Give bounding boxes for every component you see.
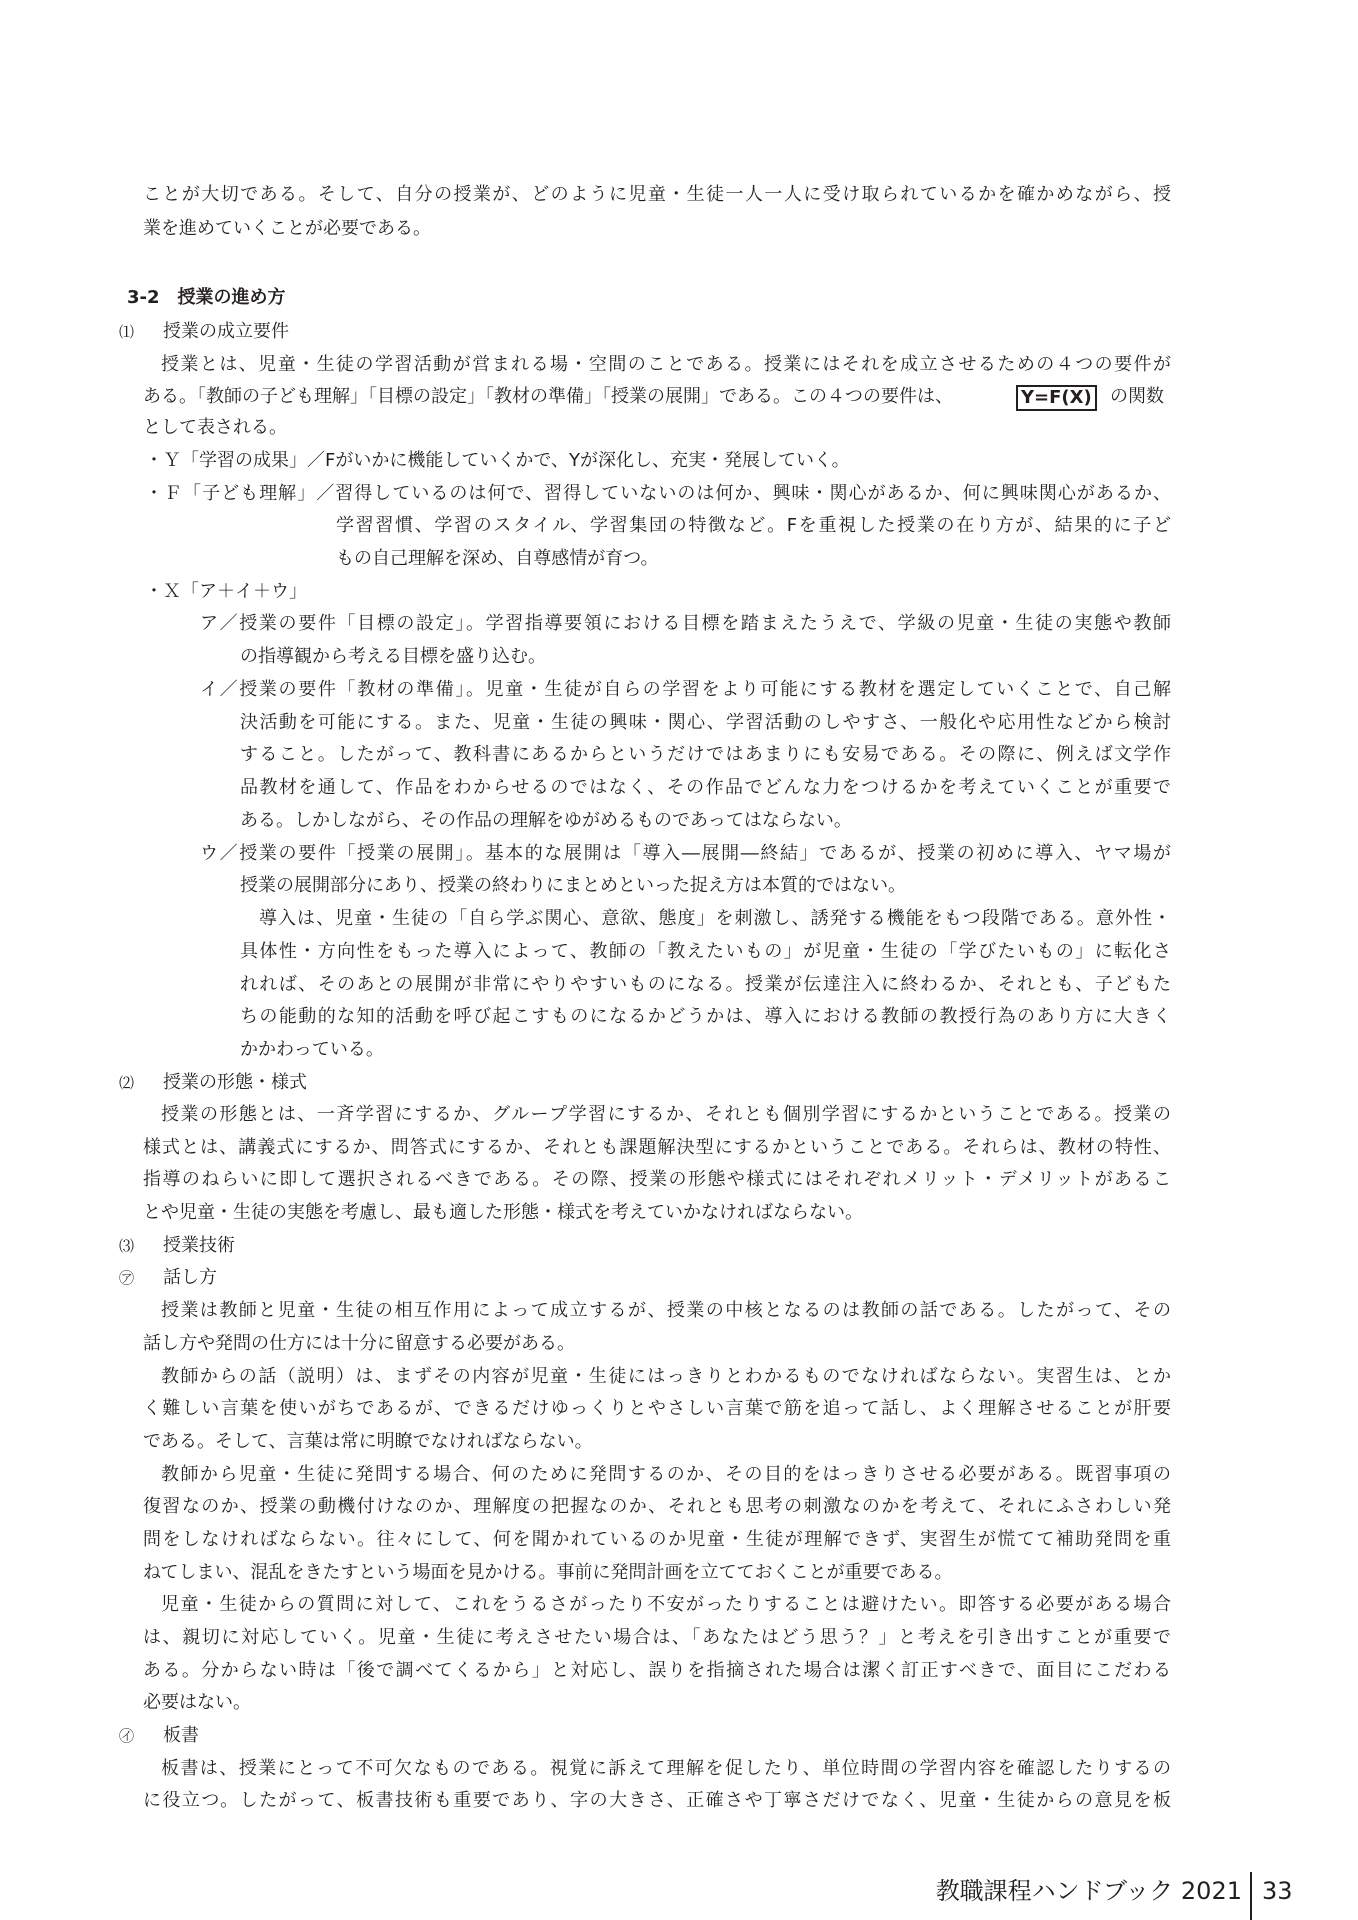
footer-divider (1250, 1872, 1252, 1920)
formula-box: Y=F(X) (1016, 384, 1097, 412)
page-number: 33 (1262, 1877, 1293, 1905)
document-page: ことが大切である。そして、自分の授業が、どのように児童・生徒一人一人に受け取られているかを確かめながら、授 業を進めていくことが必要である。 3-2 授業の進め方 ⑴ 授業の成立要件 授業とは、児童・生徒の学習活動が営まれる場・空間のことである。授業にはそれを成立させるための４つの要件が ある。「教師の子ども理解」「目標の設定」「教材の準備」「授業の展開」である。この４つの要件は、 Y=F(X) の関数 として表される。 ・Ｙ「学習の成果」／Fがいかに機能していくかで、Yが深化し、充実・発展していく。 ・Ｆ「子ども理解」／習得しているのは何で、習得していないのは何か、興味・関心があるか、何に興味関心があるか、 学習習慣、学習のスタイル、学習集団の特徴など。Fを重視した授業の在り方が、結果的に子ど もの自己理解を深め、自尊感情が育つ。 ・Ｘ「ア＋イ＋ウ」 ア／授業の要件「目標の設定」。学習指導要領における目標を踏まえたうえで、学級の児童・生徒の実態や教師 の指導観から考える目標を盛り込む。 イ／授業の要件「教材の準備」。児童・生徒が自らの学習をより可能にする教材を選定していくことで、自己解 決活動を可能にする。また、児童・生徒の興味・関心、学習活動のしやすさ、一般化や応用性などから検討 すること。したがって、教科書にあるからというだけではあまりにも安易である。その際に、例えば文学作 品教材を通して、作品をわからせるのではなく、その作品でどんな力をつけるかを考えていくことが重要で ある。しかしながら、その作品の理解をゆがめるものであってはならない。 ウ／授業の要件「授業の展開」。基本的な展開は「導入―展開―終結」であるが、授業の初めに導入、ヤマ場が 授業の展開部分にあり、授業の終わりにまとめといった捉え方は本質的ではない。 導入は、児童・生徒の「自ら学ぶ関心、意欲、態度」を刺激し、誘発する機能をもつ段階である。意外性・ 具体性・方向性をもった導入によって、教師の「教えたいもの」が児童・生徒の「学びたいもの」に転化さ れれば、そのあとの展開が非常にやりやすいものになる。授業が伝達注入に終わるか、それとも、子どもた ちの能動的な知的活動を呼び起こすものになるかどうかは、導入における教師の教授行為のあり方に大きく かかわっている。 ⑵ 授業の形態・様式 授業の形態とは、一斉学習にするか、グループ学習にするか、それとも個別学習にするかということである。授業の 様式とは、講義式にするか、問答式にするか、それとも課題解決型にするかということである。それらは、教材の特性、 指導のねらいに即して選択されるべきである。その際、授業の形態や様式にはそれぞれメリット・デメリットがあるこ とや児童・生徒の実態を考慮し、最も適した形態・様式を考えていかなければならない。 ⑶ 授業技術 ㋐ 話し方 授業は教師と児童・生徒の相互作用によって成立するが、授業の中核となるのは教師の話である。したがって、その 話し方や発問の仕方には十分に留意する必要がある。 教師からの話（説明）は、まずその内容が児童・生徒にはっきりとわかるものでなければならない。実習生は、とか く難しい言葉を使いがちであるが、できるだけゆっくりとやさしい言葉で筋を追って話し、よく理解させることが肝要 である。そして、言葉は常に明瞭でなければならない。 教師から児童・生徒に発問する場合、何のために発問するのか、その目的をはっきりさせる必要がある。既習事項の 復習なのか、授業の動機付けなのか、理解度の把握なのか、それとも思考の刺激なのかを考えて、それにふさわしい発 問をしなければならない。往々にして、何を聞かれているのか児童・生徒が理解できず、実習生が慌てて補助発問を重 ねてしまい、混乱をきたすという場面を見かける。事前に発問計画を立てておくことが重要である。 児童・生徒からの質問に対して、これをうるさがったり不安がったりすることは避けたい。即答する必要がある場合 は、親切に対応していく。児童・生徒に考えさせたい場合は、「あなたはどう思う？」と考えを引き出すことが重要で ある。分からない時は「後で調べてくるから」と対応し、誤りを指摘された場合は潔く訂正すべきで、面目にこだわる 必要はない。 ㋑ 板書 板書は、授業にとって不可欠なものである。視覚に訴えて理解を促したり、単位時間の学習内容を確認したりするの に役立つ。したがって、板書技術も重要であり、字の大きさ、正確さや丁寧さだけでなく、児童・生徒からの意見を板 教職課程ハンドブック 2021 33 (0, 0, 1358, 1920)
footer-book-title: 教職課程ハンドブック 2021 (935, 1877, 1242, 1905)
